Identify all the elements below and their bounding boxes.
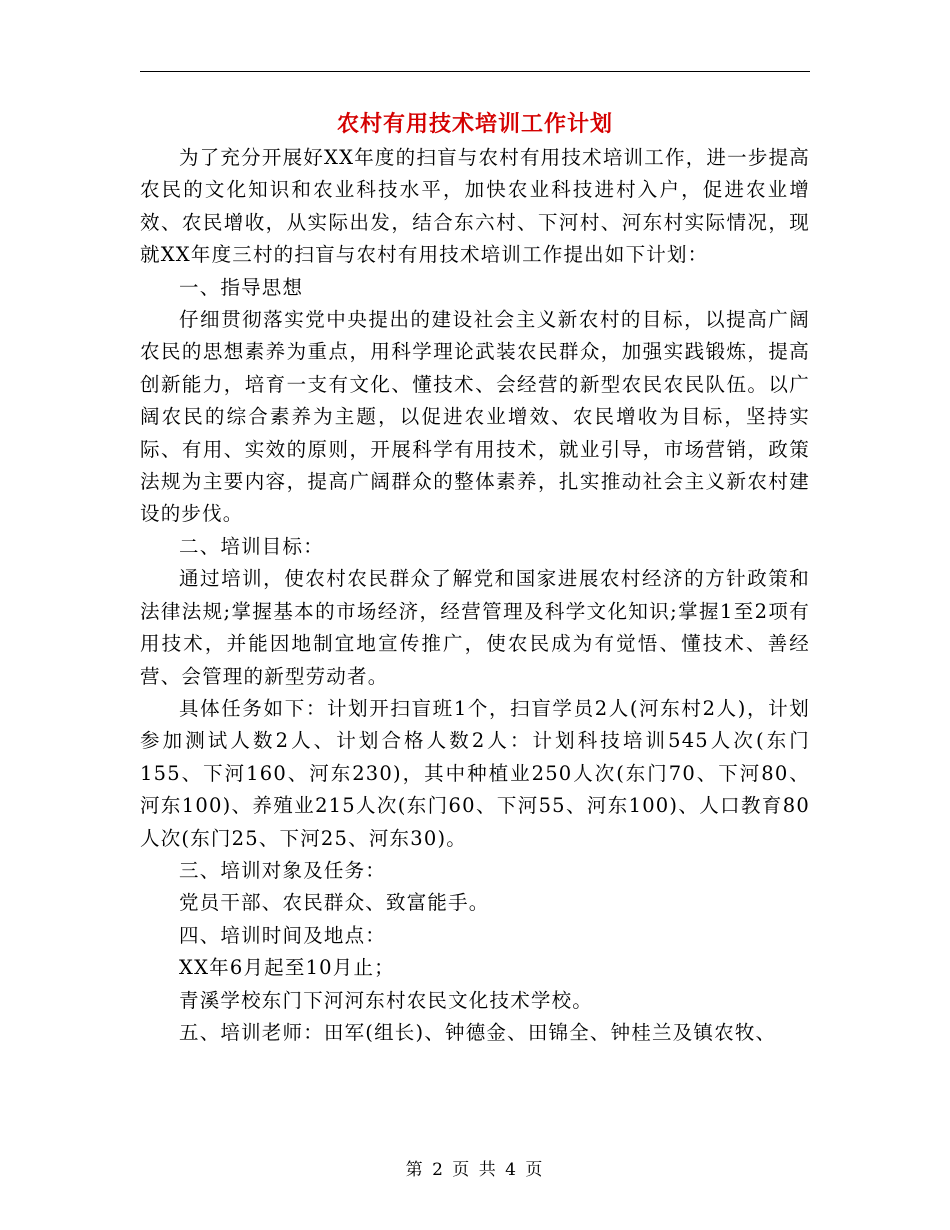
guiding-ideology-paragraph: 仔细贯彻落实党中央提出的建设社会主义新农村的目标，以提高广阔农民的思想素养为重点，用科学理论武装农民群众，加强实践锻炼，提高创新能力，培育一支有文化、懂技术、会经营的新型农民农民队伍。以广阔农民的综合素养为主题，以促进农业增效、农民增收为目标，坚持实际、有用、实效的原则，开展科学有用技术，就业引导，市场营销，政策法规为主要内容，提高广阔群众的整体素养，扎实推动社会主义新农村建设的步伐。 (140, 308, 810, 526)
section-heading-guiding-ideology: 一、指导思想 (179, 275, 304, 299)
section-heading-time-location: 四、培训时间及地点： (179, 923, 387, 947)
training-time-paragraph: XX年6月起至10月止； (179, 956, 395, 980)
section-heading-teachers: 五、培训老师：田军(组长)、钟德金、田锦全、钟桂兰及镇农牧、 (179, 1020, 777, 1044)
training-location-paragraph: 青溪学校东门下河河东村农民文化技术学校。 (179, 988, 594, 1012)
training-targets-paragraph: 党员干部、农民群众、致富能手。 (179, 891, 490, 915)
training-goals-paragraph: 通过培训，使农村农民群众了解党和国家进展农村经济的方针政策和法律法规;掌握基本的市场经济，经营管理及科学文化知识;掌握1至2项有用技术，并能因地制宜地宣传推广，使农民成为有觉悟、懂技术、善经营、会管理的新型劳动者。 (140, 567, 810, 688)
document-title: 农村有用技术培训工作计划 (336, 111, 613, 137)
intro-paragraph: 为了充分开展好XX年度的扫盲与农村有用技术培训工作，进一步提高农民的文化知识和农业科技水平，加快农业科技进村入户，促进农业增效、农民增收，从实际出发，结合东六村、下河村、河东村实际情况，现就XX年度三村的扫盲与农村有用技术培训工作提出如下计划： (140, 146, 810, 267)
section-heading-training-targets: 三、培训对象及任务： (179, 858, 387, 882)
section-heading-training-goals: 二、培训目标： (179, 534, 324, 558)
document-body (140, 142, 810, 1049)
specific-tasks-paragraph: 具体任务如下：计划开扫盲班1个，扫盲学员2人(河东村2人)，计划参加测试人数2人、计划合格人数2人：计划科技培训545人次(东门155、下河160、河东230)，其中种植业250人次(东门70、下河80、河东100)、养殖业215人次(东门60、下河55、河东100)、人口教育80人次(东门25、下河25、河东30)。 (140, 696, 810, 850)
page-number: 第 2 页 共 4 页 (405, 1160, 545, 1180)
header-rule (140, 71, 810, 72)
